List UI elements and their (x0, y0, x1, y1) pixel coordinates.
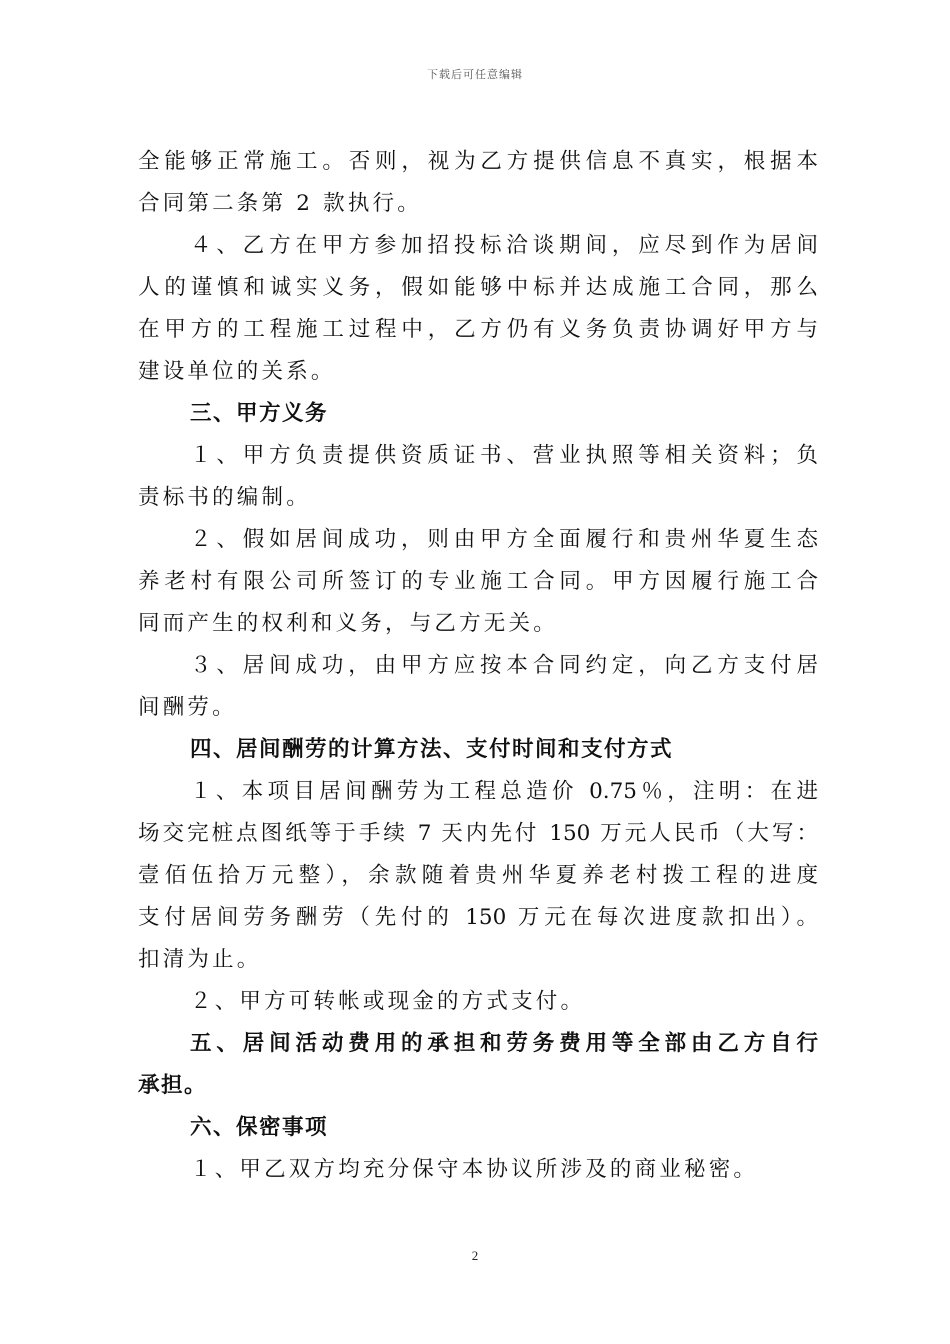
body-line: ２、假如居间成功，则由甲方全面履行和贵州华夏生态 (190, 527, 818, 552)
body-line: 扣清为止。 (138, 947, 262, 972)
section-heading: 四、居间酬劳的计算方法、支付时间和支付方式 (190, 737, 674, 762)
body-line: 养老村有限公司所签订的专业施工合同。甲方因履行施工合 (138, 569, 818, 594)
body-line: １、甲乙双方均充分保守本协议所涉及的商业秘密。 (190, 1157, 759, 1182)
body-line: ４、乙方在甲方参加招投标洽谈期间，应尽到作为居间 (190, 233, 818, 258)
body-line: １、甲方负责提供资质证书、营业执照等相关资料；负 (190, 443, 818, 468)
section-heading: 六、保密事项 (190, 1115, 329, 1140)
body-line: 建设单位的关系。 (138, 359, 336, 384)
section-heading: 五、居间活动费用的承担和劳务费用等全部由乙方自行 (190, 1031, 818, 1056)
body-line: 人的谨慎和诚实义务，假如能够中标并达成施工合同，那么 (138, 275, 818, 300)
body-line: １、本项目居间酬劳为工程总造价 0.75％，注明：在进 (190, 779, 818, 804)
body-line: 支付居间劳务酬劳（先付的 150 万元在每次进度款扣出）。 (138, 905, 818, 930)
body-line: ２、甲方可转帐或现金的方式支付。 (190, 989, 586, 1014)
body-line: 场交完桩点图纸等于手续 7 天内先付 150 万元人民币（大写： (138, 821, 818, 846)
body-line: 壹佰伍拾万元整），余款随着贵州华夏养老村拨工程的进度 (138, 863, 818, 888)
page-number: 2 (471, 1248, 479, 1263)
body-line: 全能够正常施工。否则，视为乙方提供信息不真实，根据本 (138, 149, 818, 174)
body-line: 责标书的编制。 (138, 485, 311, 510)
section-heading: 三、甲方义务 (190, 401, 329, 426)
body-line: 同而产生的权利和义务，与乙方无关。 (138, 611, 558, 636)
section-heading: 承担。 (138, 1073, 208, 1098)
body-line: 合同第二条第 2 款执行。 (138, 191, 422, 216)
body-line: ３、居间成功，由甲方应按本合同约定，向乙方支付居 (190, 653, 818, 678)
body-line: 间酬劳。 (138, 695, 237, 720)
page-header: 下载后可任意编辑 (427, 68, 523, 81)
body-line: 在甲方的工程施工过程中，乙方仍有义务负责协调好甲方与 (138, 317, 818, 342)
